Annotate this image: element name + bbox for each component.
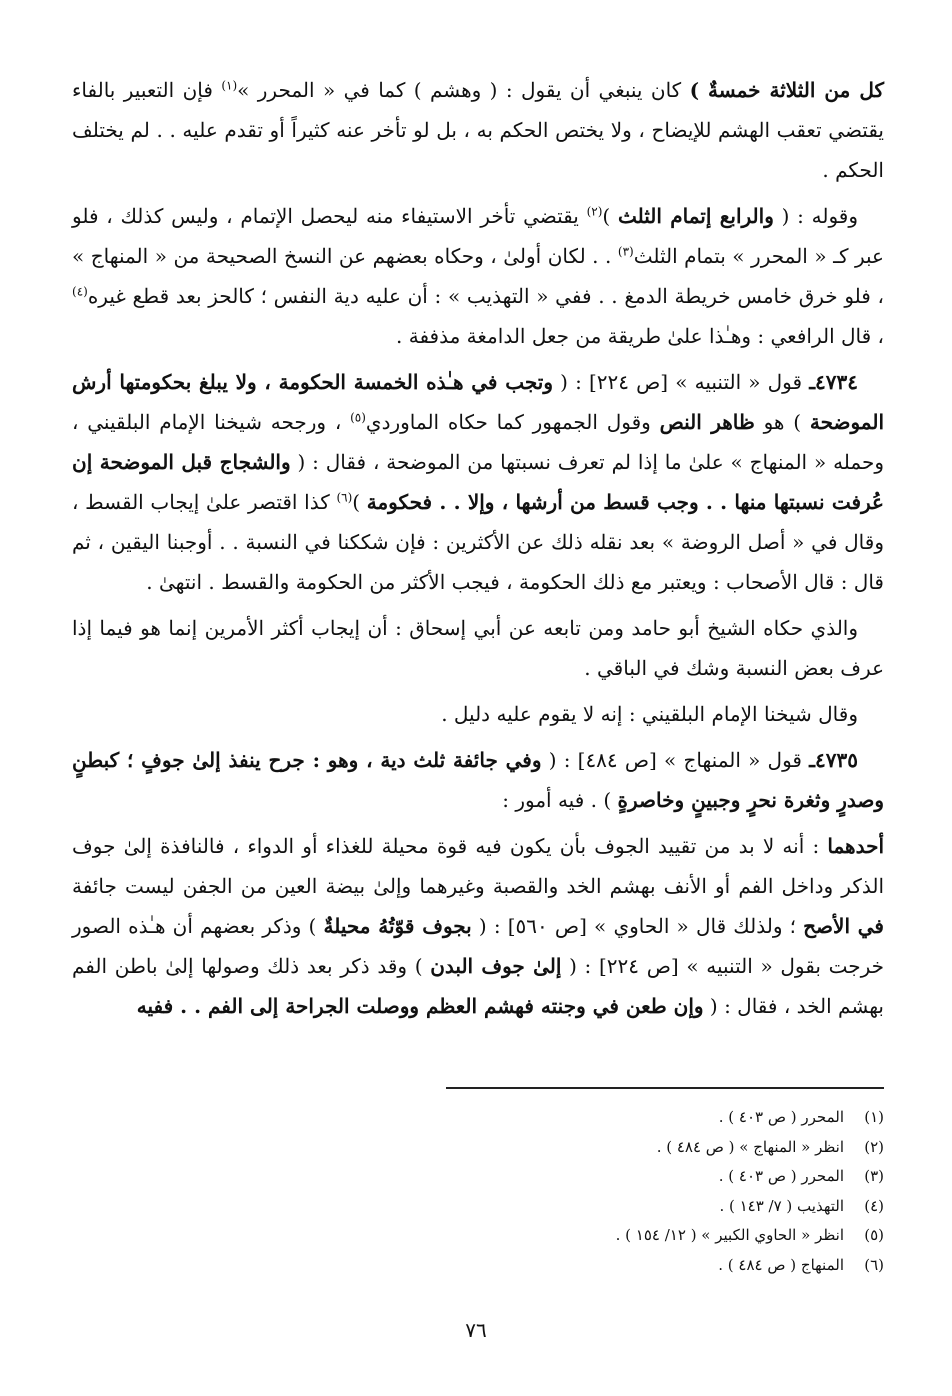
paragraph — [72, 740, 884, 820]
text-run: قول « التنبيه » [ص ٢٢٤] : ( — [553, 370, 810, 394]
footnote-ref: (١) — [221, 78, 238, 93]
page-number: ٧٦ — [465, 1318, 487, 1342]
paragraph — [72, 362, 884, 602]
footnote-ref: (٤) — [72, 284, 88, 299]
footnote-number: (١) — [864, 1108, 884, 1126]
footnote-text: انظر « الحاوي الكبير » ( ١٢/ ١٥٤ ) . — [615, 1226, 844, 1244]
paragraph — [72, 694, 884, 734]
quoted-text: ٤٧٣٤ـ — [809, 370, 859, 394]
footnotes — [364, 1103, 884, 1280]
footnote — [364, 1103, 884, 1133]
text-run: ) وذكر بعضهم أن هـٰذه الصور خرجت بقول « التنبيه » [ص ٢٢٤] : ( — [72, 914, 884, 978]
footnote-ref: (٥) — [350, 410, 366, 425]
footnote-divider — [446, 1087, 884, 1089]
footnote-number: (٣) — [864, 1167, 884, 1185]
quoted-text: وإن طعن في وجنته فهشم العظم ووصلت الجراحة إلى الفم . . ففيه — [136, 994, 704, 1018]
footnote — [364, 1133, 884, 1163]
quoted-text: أحدهما — [827, 834, 884, 858]
text-run: كذا اقتصر علىٰ إيجاب القسط ، وقال في « أصل الروضة » بعد نقله ذلك عن الأكثرين : فإن شككنا في النسبة . . أوجبنا اليقين ، ثم قال : قال الأصحاب : ويعتبر مع ذلك الحكومة ، فيجب الأكثر من الحكومة والقسط . انتهىٰ . — [72, 490, 884, 594]
text-run: كان ينبغي أن يقول : ( وهشم ) كما في « المحرر » — [237, 78, 690, 102]
footnote-text: المحرر ( ص ٤٠٣ ) . — [718, 1108, 844, 1126]
text-run: ) هو — [754, 410, 810, 434]
quoted-text: والشجاج قبل الموضحة إن عُرفت نسبتها منها . . وجب قسط من أرشها ، وإلا . . فحكومة — [72, 450, 884, 514]
text-run: ) وقد ذكر بعد ذلك وصولها إلىٰ باطن الفم بهشم الخد ، فقال : ( — [72, 954, 884, 1018]
quoted-text: وتجب في هـٰذه الخمسة الحكومة ، ولا يبلغ بحكومتها أرش الموضحة — [72, 370, 885, 434]
text-run: قول « المنهاج » [ص ٤٨٤] : ( — [541, 748, 810, 772]
quoted-text: كل من الثلاثة خمسةٌ ) — [689, 78, 884, 102]
quoted-text: إلىٰ جوف البدن — [430, 954, 562, 978]
text-run: ، قال الرافعي : وهـٰذا علىٰ طريقة من جعل الدامغة مذففة . — [396, 324, 884, 348]
quoted-text: بجوف قوّتُهُ محيلةٌ — [323, 914, 472, 938]
footnote-text: المحرر ( ص ٤٠٣ ) . — [718, 1167, 844, 1185]
paragraph — [72, 826, 884, 1026]
text-run: وقول الجمهور كما حكاه الماوردي — [365, 410, 660, 434]
text-run: والذي حكاه الشيخ أبو حامد ومن تابعه عن أبي إسحاق : أن إيجاب أكثر الأمرين إنما هو فيما إذا عرف بعض النسبة وشك في الباقي . — [72, 616, 884, 680]
footnote — [364, 1221, 884, 1251]
footnote — [364, 1162, 884, 1192]
footnote-number: (٢) — [864, 1137, 884, 1156]
paragraph — [72, 608, 884, 688]
text-run: ) — [602, 204, 618, 228]
text-run: . . لكان أولىٰ ، وحكاه بعضهم عن النسخ الصحيحة من « المنهاج » ، فلو خرق خامس خريطة الدمغ . . ففي « التهذيب » : أن عليه دية النفس ؛ كالحز بعد قطع غيره — [72, 244, 884, 308]
footnote-number: (٤) — [864, 1196, 884, 1215]
footnote — [364, 1251, 884, 1281]
text-run: ، ورجحه شيخنا الإمام البلقيني ، وحمله « المنهاج » علىٰ ما إذا لم تعرف نسبتها من الموضحة ، فقال : ( — [72, 410, 884, 474]
footnote-ref: (٢) — [586, 204, 603, 219]
footnote-text: التهذيب ( ٧/ ١٤٣ ) . — [719, 1196, 844, 1215]
text-run: وقال شيخنا الإمام البلقيني : إنه لا يقوم عليه دليل . — [441, 702, 858, 726]
text-run: وقوله : ( — [773, 204, 858, 228]
quoted-text: ظاهر النص — [659, 410, 755, 434]
footnote — [364, 1192, 884, 1222]
text-run: يقتضي تأخر الاستيفاء منه ليحصل الإتمام ، وليس كذلك ، فلو عبر كـ « المحرر » بتمام الثلث — [72, 204, 884, 268]
text-run: ) — [352, 490, 367, 514]
footnote-ref: (٣) — [617, 244, 634, 259]
footnote-text: انظر « المنهاج » ( ص ٤٨٤ ) . — [656, 1137, 844, 1156]
quoted-text: وفي جائفة ثلث دية ، وهو : جرح ينفذ إلىٰ جوفٍ ؛ كبطنٍ وصدرٍ وثغرة نحرٍ وجبينٍ وخاصرةٍ — [72, 748, 884, 812]
text-run: ؛ ولذلك قال « الحاوي » [ص ٥٦٠] : ( — [471, 914, 804, 938]
main-text — [72, 70, 884, 1026]
text-run: : أنه لا بد من تقييد الجوف بأن يكون فيه قوة محيلة للغذاء أو الدواء ، فالنافذة إلىٰ جوف الذكر وداخل الفم أو الأنف بهشم الخد والقصبة وغيرهما وإلىٰ بيضة العين من الجفن ليست جائفة — [72, 834, 884, 898]
paragraph — [72, 196, 884, 356]
paragraph — [72, 70, 884, 190]
text-run: ) . فيه أمور : — [502, 788, 618, 812]
quoted-text: في الأصح — [803, 914, 884, 938]
footnote-ref: (٦) — [336, 490, 353, 505]
footnote-number: (٦) — [864, 1255, 884, 1274]
footnote-number: (٥) — [864, 1226, 884, 1244]
footnote-text: المنهاج ( ص ٤٨٤ ) . — [718, 1255, 844, 1274]
quoted-text: ٤٧٣٥ـ — [809, 748, 858, 772]
text-run: فإن التعبير بالفاء يقتضي تعقب الهشم للإيضاح ، ولا يختص الحكم به ، بل لو تأخر عنه كثيراً أو تقدم عليه . . لم يختلف الحكم . — [72, 78, 884, 182]
quoted-text: والرابع إتمام الثلث — [617, 204, 774, 228]
